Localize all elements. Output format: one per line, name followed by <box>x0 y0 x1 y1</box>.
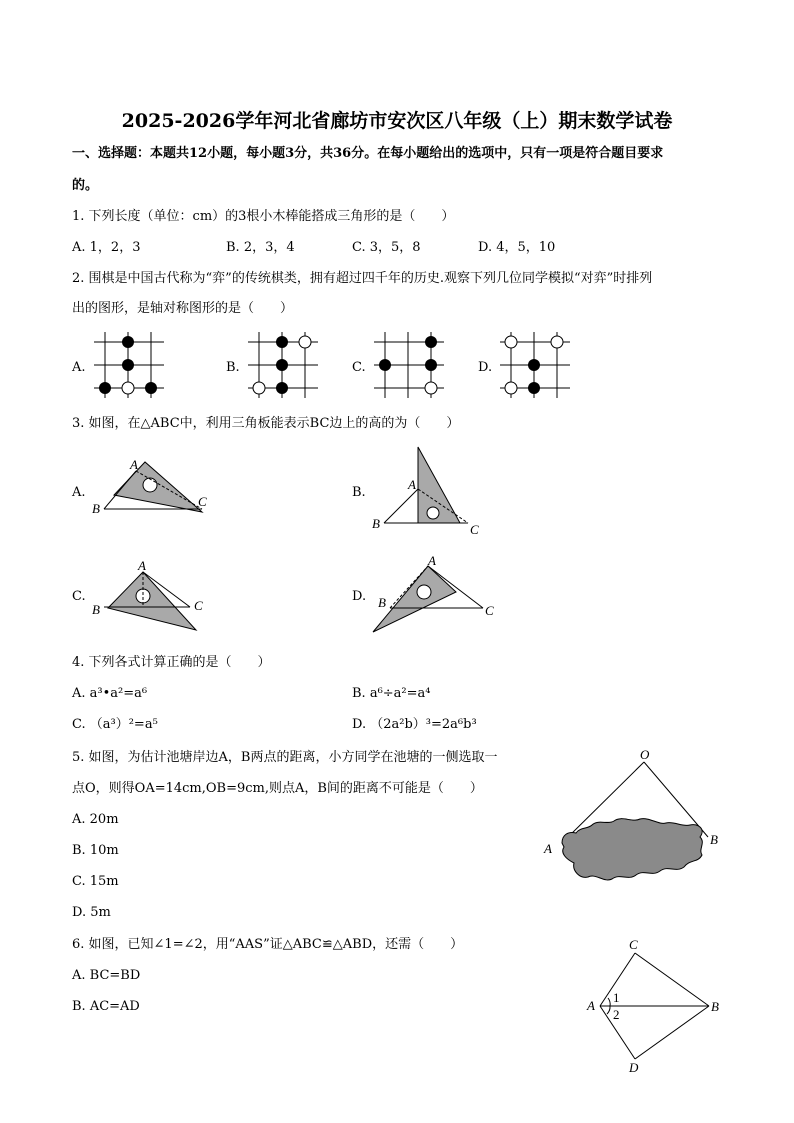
label-a: A <box>428 553 436 568</box>
q3-option-b: B. <box>352 485 366 500</box>
label-angle-1: 1 <box>613 990 620 1005</box>
page-title: 2025-2026学年河北省廊坊市安次区八年级（上）期末数学试卷 <box>121 110 673 132</box>
q1-option-d: D. 4，5，10 <box>478 240 556 255</box>
label-b: B <box>378 595 386 610</box>
q4-option-c: C. （a³）²=a⁵ <box>72 717 158 732</box>
q3-figure-b <box>368 445 488 540</box>
q5-option-c: C. 15m <box>72 874 119 889</box>
label-d: D <box>629 1060 639 1075</box>
label-b: B <box>92 501 100 516</box>
q2-option-b: B. <box>226 360 240 375</box>
q6-kite-figure <box>585 935 725 1075</box>
q4-stem: 4. 下列各式计算正确的是（ ） <box>72 655 271 670</box>
label-c: C <box>198 494 207 509</box>
q5-stem-line2: 点O，则得OA=14cm,OB=9cm,则点A，B间的距离不可能是（ ） <box>72 781 483 796</box>
q6-option-a: A. BC=BD <box>72 968 141 983</box>
q3-stem: 3. 如图，在△ABC中，利用三角板能表示BC边上的高的为（ ） <box>72 416 460 431</box>
go-board-b <box>244 330 324 400</box>
q4-option-a: A. a³•a²=a⁶ <box>72 686 148 701</box>
q5-stem-line1: 5. 如图，为估计池塘岸边A，B两点的距离，小方同学在池塘的一侧选取一 <box>72 750 498 765</box>
q2-stem-line2: 出的图形，是轴对称图形的是（ ） <box>72 301 294 316</box>
q1-option-a: A. 1，2，3 <box>72 240 141 255</box>
label-a: A <box>544 841 552 856</box>
q2-option-c: C. <box>352 360 366 375</box>
label-c: C <box>470 522 479 537</box>
q3-option-c: C. <box>72 589 86 604</box>
label-a: A <box>138 560 146 573</box>
q6-option-b: B. AC=AD <box>72 999 140 1014</box>
label-c: C <box>485 603 494 618</box>
q1-option-b: B. 2，3，4 <box>226 240 295 255</box>
section-heading-cont: 的。 <box>72 178 99 193</box>
q3-figure-d <box>368 552 503 637</box>
label-a: A <box>408 477 416 492</box>
q1-option-c: C. 3，5，8 <box>352 240 421 255</box>
q4-option-d: D. （2a²b）³=2a⁶b³ <box>352 717 477 732</box>
q3-figure-a <box>88 455 218 525</box>
label-angle-2: 2 <box>613 1007 620 1022</box>
label-b: B <box>711 999 719 1014</box>
label-c: C <box>629 937 638 952</box>
label-a: A <box>130 457 138 472</box>
go-board-c <box>370 330 450 400</box>
q1-stem: 1. 下列长度（单位：cm）的3根小木棒能搭成三角形的是（ ） <box>72 209 455 224</box>
section-heading: 一、选择题：本题共12小题，每小题3分，共36分。在每小题给出的选项中，只有一项是符合题目要求 <box>72 146 664 161</box>
q5-option-a: A. 20m <box>72 812 119 827</box>
go-board-d <box>496 330 576 400</box>
q2-option-a: A. <box>72 360 86 375</box>
q6-stem: 6. 如图，已知∠1=∠2，用“AAS”证△ABC≌△ABD，还需（ ） <box>72 937 464 952</box>
label-c: C <box>194 598 203 613</box>
q3-option-d: D. <box>352 589 367 604</box>
q5-option-b: B. 10m <box>72 843 119 858</box>
q3-option-a: A. <box>72 485 86 500</box>
q5-pond-figure <box>540 745 730 890</box>
label-a: A <box>587 998 595 1013</box>
q5-option-d: D. 5m <box>72 905 111 920</box>
q2-stem-line1: 2. 围棋是中国古代称为“弈”的传统棋类，拥有超过四千年的历史.观察下列几位同学模拟“对弈”时排列 <box>72 271 653 286</box>
go-board-a <box>90 330 170 400</box>
label-b: B <box>372 516 380 531</box>
label-b: B <box>710 832 718 847</box>
q4-option-b: B. a⁶÷a²=a⁴ <box>352 686 431 701</box>
label-o: O <box>640 747 650 762</box>
q2-option-d: D. <box>478 360 493 375</box>
label-b: B <box>92 602 100 617</box>
q3-figure-c <box>88 560 218 635</box>
